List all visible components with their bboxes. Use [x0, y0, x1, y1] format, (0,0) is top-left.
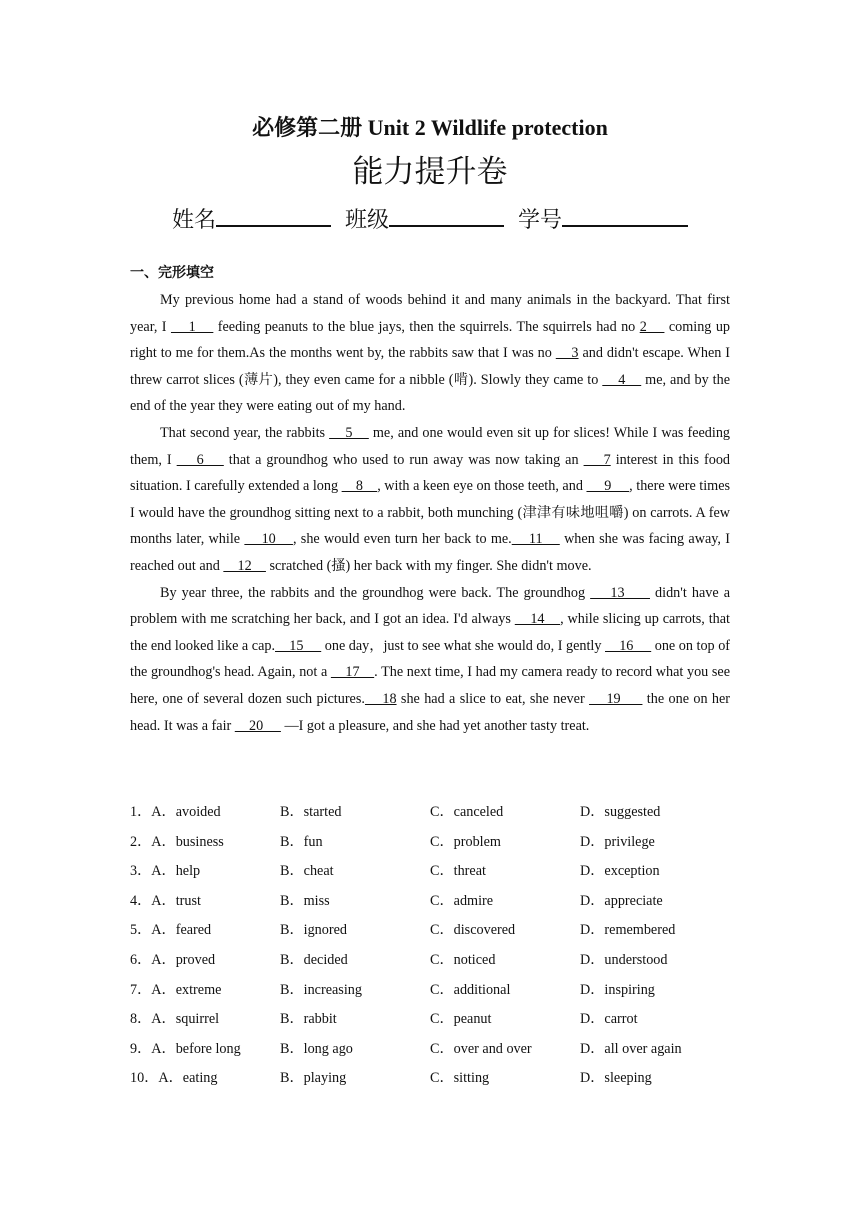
- option-choice[interactable]: B．ignored: [280, 922, 347, 939]
- option-choice[interactable]: 2．A．business: [130, 833, 224, 850]
- option-choice[interactable]: B．long ago: [280, 1040, 353, 1057]
- option-choice[interactable]: 3．A．help: [130, 863, 201, 880]
- blank-slot[interactable]: 1: [170, 318, 214, 335]
- blank-slot[interactable]: 11: [511, 531, 560, 548]
- passage-text: scratched (搔) her back with my finger. She didn't move.: [265, 557, 592, 574]
- passage-text: . The next time, I had my camera ready to record what you see here, one of several dozen such pictures.: [130, 664, 731, 707]
- option-row: [130, 799, 730, 829]
- passage-text: , with a keen eye on those teeth, and: [377, 478, 587, 495]
- blank-slot[interactable]: 2: [639, 318, 665, 335]
- number-label: 学号: [518, 208, 563, 233]
- option-row: [130, 917, 730, 947]
- passage-text: , she would even turn her back to me.: [292, 531, 512, 548]
- blank-slot[interactable]: 16: [605, 637, 652, 654]
- passage-text: feeding peanuts to the blue jays, then the squirrels. The squirrels had no: [213, 318, 640, 335]
- blank-slot[interactable]: 20: [234, 717, 281, 734]
- passage-text: one day，just to see what she would do, I gently: [321, 637, 605, 654]
- blank-slot[interactable]: 13: [590, 584, 650, 601]
- passage-text: , while slicing up carrots, that the end looked like a cap.: [130, 611, 730, 654]
- blank-slot[interactable]: 8: [341, 478, 378, 495]
- passage-text: when she was facing away, I reached out and: [130, 531, 730, 574]
- option-choice[interactable]: D．privilege: [580, 833, 655, 850]
- option-choice[interactable]: B．decided: [280, 951, 348, 968]
- option-choice[interactable]: 4．A．trust: [130, 892, 201, 909]
- option-choice[interactable]: B．playing: [280, 1070, 347, 1087]
- passage-text: coming up right to me for them.As the months went by, the rabbits saw that I was no: [130, 318, 731, 362]
- page-subtitle: 能力提升卷: [352, 154, 508, 190]
- blank-slot[interactable]: 7: [583, 451, 611, 468]
- option-row: [130, 1065, 730, 1095]
- passage-text: , there were times I would have the groundhog sitting next to a rabbit, both munching (津津有味地咀嚼) on carrots. A few months later, while: [130, 478, 731, 548]
- passage-text: me, and one would even sit up for slices! While I was feeding them, I: [130, 424, 731, 468]
- blank-slot[interactable]: 9: [586, 478, 630, 495]
- option-choice[interactable]: D．appreciate: [580, 892, 663, 909]
- option-choice[interactable]: B．rabbit: [280, 1011, 337, 1028]
- name-field[interactable]: [216, 203, 331, 227]
- option-choice[interactable]: C．peanut: [430, 1011, 492, 1028]
- passage-text: —I got a pleasure, and she had yet another tasty treat.: [280, 717, 590, 734]
- passage-text: didn't have a problem with me scratching her back, and I got an idea. I'd always: [130, 584, 730, 628]
- passage-text: the one on her head. It was a fair: [130, 690, 731, 734]
- option-row: [130, 829, 730, 859]
- option-choice[interactable]: D．suggested: [580, 804, 661, 820]
- passage-text: interest in this food situation. I carefully extended a long: [130, 451, 731, 495]
- option-choice[interactable]: 6．A．proved: [130, 951, 216, 968]
- option-row: [130, 947, 730, 977]
- option-choice[interactable]: C．over and over: [430, 1040, 532, 1057]
- class-field[interactable]: [389, 203, 504, 227]
- option-row: [130, 977, 730, 1007]
- option-row: [130, 1006, 730, 1036]
- option-choice[interactable]: 1．A．avoided: [130, 804, 221, 820]
- option-choice[interactable]: D．understood: [580, 951, 668, 968]
- number-field[interactable]: [562, 203, 688, 227]
- blank-slot[interactable]: 3: [555, 345, 579, 362]
- blank-slot[interactable]: 19: [589, 690, 643, 707]
- option-choice[interactable]: 10．A．eating: [130, 1070, 218, 1087]
- option-choice[interactable]: 5．A．feared: [130, 922, 212, 939]
- option-choice[interactable]: B．cheat: [280, 863, 334, 880]
- paragraph-1: [130, 287, 730, 420]
- blank-slot[interactable]: 4: [602, 371, 642, 388]
- option-choice[interactable]: D．sleeping: [580, 1070, 652, 1087]
- options-list: [130, 799, 730, 1095]
- passage-text: she had a slice to eat, she never: [396, 690, 590, 707]
- option-choice[interactable]: C．problem: [430, 833, 501, 850]
- name-label: 姓名: [171, 208, 216, 233]
- passage-text: My previous home had a stand of woods behind it and many animals in the backyard. That first year, I: [130, 292, 730, 335]
- passage-text: By year three, the rabbits and the groundhog were back. The groundhog: [160, 584, 591, 601]
- option-choice[interactable]: C．noticed: [430, 951, 496, 968]
- option-choice[interactable]: C．sitting: [430, 1070, 490, 1087]
- blank-slot[interactable]: 12: [223, 557, 266, 574]
- option-choice[interactable]: B．miss: [280, 892, 330, 909]
- passage-text: me, and by the end of the year they were eating out of my hand.: [130, 371, 730, 415]
- option-choice[interactable]: C．admire: [430, 892, 494, 909]
- option-choice[interactable]: 7．A．extreme: [130, 981, 222, 998]
- option-row: [130, 888, 730, 918]
- option-choice[interactable]: C．threat: [430, 863, 486, 880]
- option-choice[interactable]: D．remembered: [580, 922, 676, 939]
- passage-text: That second year, the rabbits: [160, 424, 330, 441]
- page-title: 必修第二册 Unit 2 Wildlife protection: [252, 115, 608, 140]
- blank-slot[interactable]: 10: [244, 531, 293, 548]
- student-info-line: [130, 203, 730, 236]
- option-choice[interactable]: D．inspiring: [580, 981, 655, 998]
- option-choice[interactable]: C．discovered: [430, 922, 516, 939]
- option-choice[interactable]: D．exception: [580, 863, 660, 880]
- blank-slot[interactable]: 14: [514, 611, 561, 628]
- option-choice[interactable]: 8．A．squirrel: [130, 1011, 220, 1028]
- blank-slot[interactable]: 18: [364, 690, 397, 707]
- passage-text: one on top of the groundhog's head. Again, not a: [130, 637, 731, 681]
- option-choice[interactable]: B．fun: [280, 833, 323, 850]
- blank-slot[interactable]: 17: [330, 664, 375, 681]
- class-label: 班级: [344, 208, 389, 233]
- paragraph-2: [130, 420, 730, 580]
- blank-slot[interactable]: 15: [275, 637, 322, 654]
- option-choice[interactable]: C．canceled: [430, 804, 504, 820]
- option-choice[interactable]: C．additional: [430, 981, 511, 998]
- passage-text: that a groundhog who used to run away was now taking an: [223, 451, 584, 468]
- option-row: [130, 1036, 730, 1066]
- cloze-passage: [130, 287, 730, 739]
- blank-slot[interactable]: 6: [176, 451, 224, 468]
- blank-slot[interactable]: 5: [329, 424, 369, 441]
- option-row: [130, 858, 730, 888]
- option-choice[interactable]: D．carrot: [580, 1011, 638, 1028]
- option-choice[interactable]: B．started: [280, 804, 342, 820]
- option-choice[interactable]: 9．A．before long: [130, 1040, 241, 1057]
- paragraph-3: [130, 580, 730, 740]
- option-choice[interactable]: D．all over again: [580, 1040, 682, 1057]
- passage-text: and didn't escape. When I threw carrot slices (薄片), they even came for a nibble (啃). Slowly they came to: [130, 345, 730, 388]
- option-choice[interactable]: B．increasing: [280, 981, 362, 998]
- section-heading: 一、完形填空: [130, 265, 214, 281]
